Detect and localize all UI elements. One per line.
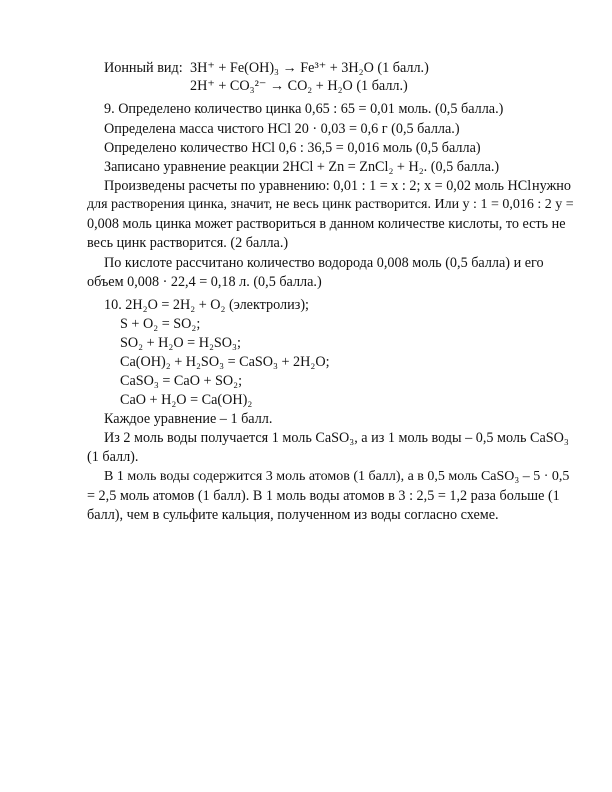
p9-hydrogen-line-2: объем 0,008 · 22,4 = 0,18 л. (0,5 балла.) [87,274,322,290]
p9-line-1: 9. Определено количество цинка 0,65 : 65 = 0,01 моль. (0,5 балла.) [104,101,504,117]
p10-line-2: S + O₂ = SO₂; [120,316,201,332]
p9-calc-line-1 [104,177,571,195]
ionic-label: Ионный вид: [104,60,183,76]
p10-line-7: Каждое уравнение – 1 балл. [104,411,273,427]
p10-line-10: В 1 моль воды содержится 3 моль атомов (1 балл), а в 0,5 моль CaSO₃ – 5 · 0,5 [104,469,570,484]
p9-calc-line-4: весь цинк растворится. (2 балла.) [87,235,289,251]
p9-calc-line-2: для растворения цинка, значит, не весь цинк растворится. Или y : 1 = 0,016 : 2 y = [87,197,574,212]
p10-line-3: SO₂ + H₂O = H₂SO₃; [120,335,241,351]
p9-calc-line-1a: Произведены расчеты по уравнению: 0,01 : 1 = x : 2; x = 0,02 моль HCl [104,178,532,194]
p10-line-1: 10. 2H₂O = 2H₂ + O₂ (электролиз); [104,297,309,313]
p9-hydrogen-line-1: По кислоте рассчитано количество водорода 0,008 моль (0,5 балла) и его [104,255,544,271]
p9-calc-line-1b: нужно [532,178,571,194]
p9-line-3: Определено количество HCl 0,6 : 36,5 = 0,016 моль (0,5 балла) [104,140,481,156]
p9-line-4: Записано уравнение реакции 2HCl + Zn = ZnCl₂ + H₂. (0,5 балла.) [104,159,500,175]
p10-line-9: (1 балл). [87,449,139,465]
p10-line-6: CaO + H₂O = Ca(OH)₂ [120,392,253,408]
ionic-equation-1: 3H⁺ + Fe(OH)₃ → Fe³⁺ + 3H₂O (1 балл.) [190,60,429,76]
ionic-equation-2: 2H⁺ + CO₃²⁻ → CO₂ + H₂O (1 балл.) [190,78,408,94]
p10-line-8: Из 2 моль воды получается 1 моль CaSO₃, а из 1 моль воды – 0,5 моль CaSO₃ [104,430,569,446]
p10-line-12: балл), чем в сульфите кальция, полученном из воды согласно схеме. [87,507,499,523]
p10-line-5: CaSO₃ = CaO + SO₂; [120,373,243,389]
p9-calc-line-3: 0,008 моль цинка может раствориться в данном количестве кислоты, то есть не [87,216,566,232]
p10-line-4: Ca(OH)₂ + H₂SO₃ = CaSO₃ + 2H₂O; [120,354,330,370]
p9-line-2: Определена масса чистого HCl 20 · 0,03 = 0,6 г (0,5 балла.) [104,121,460,137]
p10-line-11: = 2,5 моль атомов (1 балл). В 1 моль воды атомов в 3 : 2,5 = 1,2 раза больше (1 [87,488,560,504]
